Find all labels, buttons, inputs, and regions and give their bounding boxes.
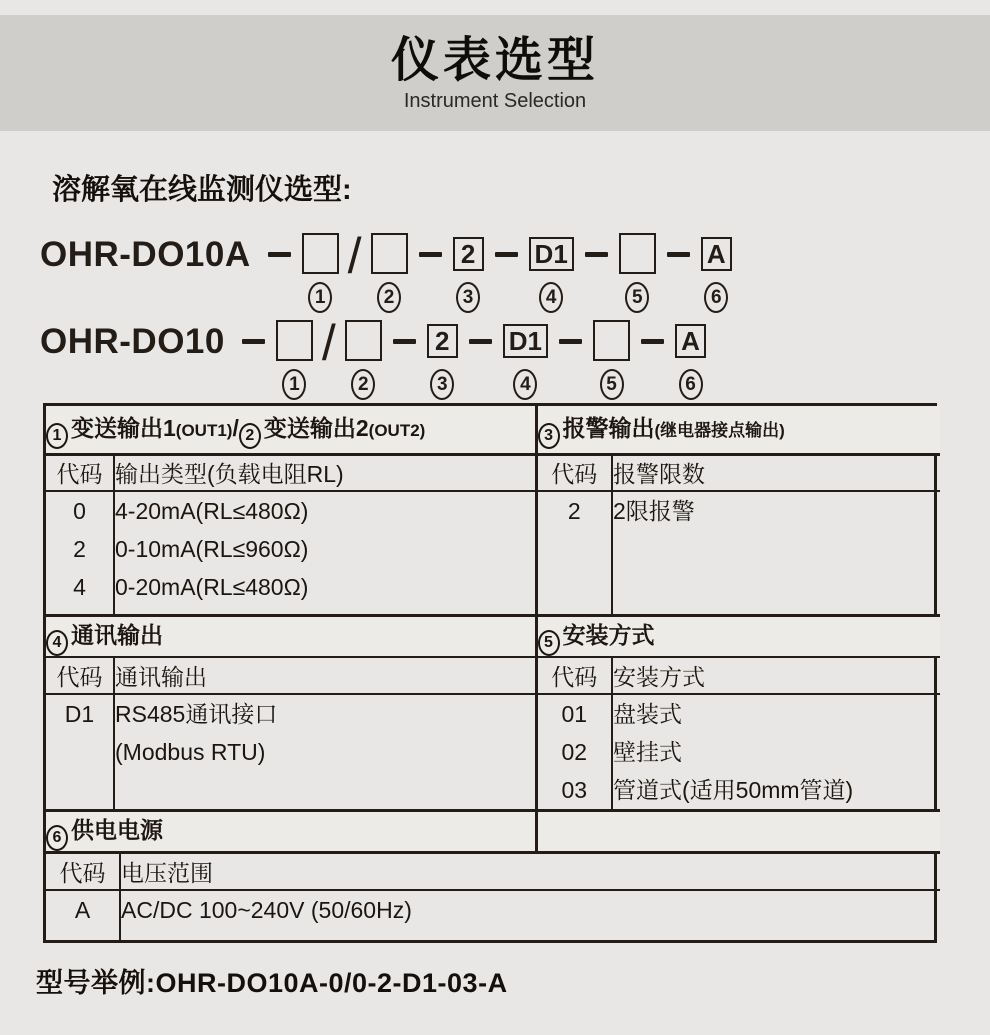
comm-output-column — [114, 694, 536, 809]
position-number: 6 — [679, 369, 703, 400]
model-slot-6 — [675, 320, 706, 400]
code-value: 01 — [561, 701, 588, 727]
output-type-column — [114, 491, 536, 614]
mounting-value: 盘装式 — [613, 701, 682, 727]
code-box — [619, 233, 656, 274]
code-box — [302, 233, 339, 274]
circled-1-icon: 1 — [46, 423, 68, 449]
position-number: 3 — [456, 282, 480, 313]
dash-separator — [667, 252, 690, 257]
column-header-alarm-limits: 报警限数 — [612, 454, 940, 491]
voltage-range-value: AC/DC 100~240V (50/60Hz) — [121, 896, 412, 923]
dash-separator — [393, 339, 416, 344]
dash-separator — [495, 252, 518, 257]
code-box — [345, 320, 382, 361]
code-value: 2 — [567, 498, 581, 524]
code-box: 2 — [453, 237, 484, 271]
dash-separator — [641, 339, 664, 344]
slash-separator: / — [347, 228, 362, 284]
section-header-mounting: 5 安装方式 — [536, 616, 940, 658]
circled-6-icon: 6 — [46, 825, 68, 851]
model-slot-4 — [503, 320, 548, 400]
column-header-code: 代码 — [46, 657, 114, 694]
position-number: 5 — [625, 282, 649, 313]
dash-separator — [585, 252, 608, 257]
code-box: A — [701, 237, 732, 271]
output-type-value: 4-20mA(RL≤480Ω) — [115, 498, 309, 524]
voltage-range-column — [120, 890, 940, 940]
code-column — [46, 491, 114, 614]
model-example-line: 型号举例:OHR-DO10A-0/0-2-D1-03-A — [36, 968, 508, 998]
model-name: OHR-DO10A — [40, 235, 251, 274]
mounting-value: 壁挂式 — [613, 739, 682, 765]
table-comm-mounting — [46, 614, 940, 809]
section-header-power-supply: 6 供电电源 — [46, 811, 536, 853]
comm-output-value: (Modbus RTU) — [115, 739, 266, 765]
position-number: 6 — [704, 282, 728, 313]
column-header-output-type: 输出类型(负载电阻RL) — [114, 454, 536, 491]
code-box — [276, 320, 313, 361]
mounting-column — [612, 694, 940, 809]
position-number: 5 — [600, 369, 624, 400]
model-slot-1 — [276, 320, 313, 400]
model-slot-5 — [593, 320, 630, 400]
model-slot-2 — [371, 233, 408, 313]
circled-5-icon: 5 — [538, 630, 560, 656]
model-slot-4 — [529, 233, 574, 313]
model-code-diagram — [40, 228, 734, 400]
code-column — [536, 491, 612, 614]
code-box: D1 — [529, 237, 574, 271]
section-header-empty-cell — [536, 811, 940, 853]
output-type-value: 0-20mA(RL≤480Ω) — [115, 574, 309, 600]
section-header-alarm-output: 3 报警输出(继电器接点输出) — [536, 406, 940, 454]
model-name: OHR-DO10 — [40, 322, 225, 361]
code-box: D1 — [503, 324, 548, 358]
code-value: 02 — [561, 739, 588, 765]
alarm-limit-column — [612, 491, 940, 614]
code-column — [536, 694, 612, 809]
code-box: A — [675, 324, 706, 358]
circled-3-icon: 3 — [538, 423, 560, 449]
model-slot-3 — [453, 233, 484, 313]
position-number: 2 — [377, 282, 401, 313]
dash-separator — [268, 252, 291, 257]
header-band — [0, 15, 990, 131]
alarm-limit-value: 2限报警 — [613, 498, 695, 524]
dash-separator — [419, 252, 442, 257]
position-number: 4 — [539, 282, 563, 313]
position-number: 2 — [351, 369, 375, 400]
code-value: 03 — [561, 777, 588, 803]
selection-heading: 溶解氧在线监测仪选型: — [52, 174, 352, 206]
column-header-mounting: 安装方式 — [612, 657, 940, 694]
output-type-value: 0-10mA(RL≤960Ω) — [115, 536, 309, 562]
column-header-voltage-range: 电压范围 — [120, 853, 940, 890]
position-number: 1 — [282, 369, 306, 400]
section-header-comm-output: 4 通讯输出 — [46, 616, 536, 658]
table-outputs-alarm — [46, 406, 940, 614]
code-box — [371, 233, 408, 274]
selection-table — [43, 403, 937, 943]
slash-separator: / — [321, 315, 336, 371]
mounting-value: 管道式(适用50mm管道) — [613, 777, 854, 803]
code-column — [46, 890, 120, 940]
circled-2-icon: 2 — [239, 423, 261, 449]
column-header-code: 代码 — [536, 454, 612, 491]
dash-separator — [559, 339, 582, 344]
position-number: 3 — [430, 369, 454, 400]
code-column — [46, 694, 114, 809]
code-box — [593, 320, 630, 361]
model-slot-6 — [701, 233, 732, 313]
page-title: 仪表选型 — [390, 34, 599, 88]
code-box: 2 — [427, 324, 458, 358]
model-slot-3 — [427, 320, 458, 400]
column-header-comm-output: 通讯输出 — [114, 657, 536, 694]
dash-separator — [242, 339, 265, 344]
column-header-code: 代码 — [46, 853, 120, 890]
model-row-do10 — [40, 315, 734, 400]
model-slot-5 — [619, 233, 656, 313]
model-slot-2 — [345, 320, 382, 400]
code-value: D1 — [64, 701, 95, 727]
table-power-supply — [46, 809, 940, 940]
code-value: A — [74, 896, 91, 923]
comm-output-value: RS485通讯接口 — [115, 701, 278, 727]
position-number: 4 — [513, 369, 537, 400]
circled-4-icon: 4 — [46, 630, 68, 656]
dash-separator — [469, 339, 492, 344]
code-value: 0 — [73, 498, 86, 524]
column-header-code: 代码 — [46, 454, 114, 491]
section-header-transmit-output: 1 变送输出1(OUT1)/ 2 变送输出2(OUT2) — [46, 406, 536, 454]
model-row-do10a — [40, 228, 734, 313]
column-header-code: 代码 — [536, 657, 612, 694]
model-slot-1 — [302, 233, 339, 313]
position-number: 1 — [308, 282, 332, 313]
page-subtitle: Instrument Selection — [403, 89, 587, 112]
code-value: 4 — [73, 574, 86, 600]
code-value: 2 — [73, 536, 86, 562]
